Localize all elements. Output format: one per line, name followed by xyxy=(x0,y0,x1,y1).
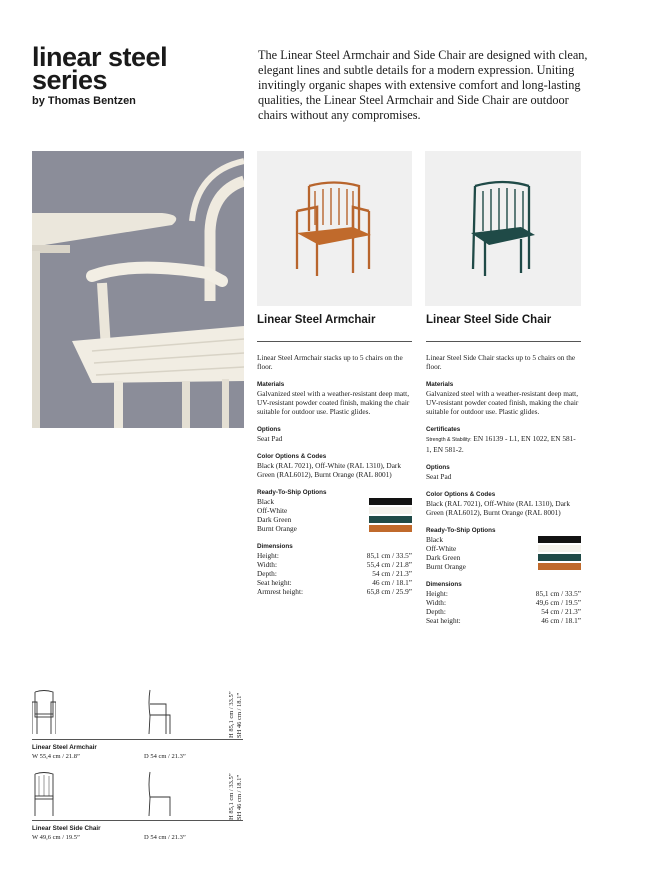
dim-label: Width: xyxy=(426,598,446,607)
sidechair-product-image xyxy=(425,151,581,306)
armchair-specs xyxy=(257,353,412,596)
armchair-rts-heading: Ready-To-Ship Options xyxy=(257,489,327,496)
designer-credit: by Thomas Bentzen xyxy=(32,95,136,107)
dim-value: 85,1 cm / 33.5” xyxy=(535,589,581,598)
rts-label: Burnt Orange xyxy=(426,562,466,571)
dim-row xyxy=(257,587,412,596)
height-dim: H 85,1 cm / 33.5” xyxy=(228,773,235,820)
dim-value: 65,8 cm / 25.9” xyxy=(366,587,412,596)
dim-value: 49,6 cm / 19.5” xyxy=(535,598,581,607)
dim-value: 55,4 cm / 21.8” xyxy=(366,560,412,569)
dim-label: Width: xyxy=(257,560,277,569)
rts-label: Black xyxy=(257,497,275,506)
armchair-width-dim: W 55,4 cm / 21.8” xyxy=(32,753,80,760)
sidechair-color-text: Black (RAL 7021), Off-White (RAL 1310), Dark Green (RAL6012), Burnt Orange (RAL 8001) xyxy=(426,499,571,517)
sidechair-options-text: Seat Pad xyxy=(426,472,452,481)
color-swatch-burnt-orange xyxy=(538,563,581,570)
rts-row-dark-green xyxy=(257,515,412,524)
color-swatch-black xyxy=(538,536,581,543)
sidechair-cert-heading: Certificates xyxy=(426,426,461,433)
armchair-materials-heading: Materials xyxy=(257,381,285,388)
armchair-orange-illustration xyxy=(257,151,412,306)
dim-row xyxy=(257,551,412,560)
armchair-depth-dim: D 54 cm / 21.3” xyxy=(144,753,186,760)
intro-paragraph: The Linear Steel Armchair and Side Chair are designed with clean, elegant lines and subtle details for a modern expression. Uniting invitingly organic shapes with extensive comfort and long-lasting qualities, the Linear Steel Armchair and Side Chair are outdoor chairs without any compromises. xyxy=(258,48,588,122)
dim-row xyxy=(257,569,412,578)
height-dim: H 85,1 cm / 33.5” xyxy=(228,691,235,738)
color-swatch-burnt-orange xyxy=(369,525,412,532)
sidechair-specs xyxy=(426,353,581,625)
dim-label: Seat height: xyxy=(426,616,461,625)
armchair-divider xyxy=(257,341,412,342)
color-swatch-off-white xyxy=(538,545,581,552)
dim-value: 54 cm / 21.3” xyxy=(372,569,412,578)
rts-row-black xyxy=(426,535,581,544)
sidechair-cert-text xyxy=(426,434,581,454)
sidechair-dims-heading: Dimensions xyxy=(426,581,462,588)
armchair-options-heading: Options xyxy=(257,426,281,433)
cert-prefix: Strength & Stability: xyxy=(426,437,472,443)
armchair-intro: Linear Steel Armchair stacks up to 5 chairs on the floor. xyxy=(257,353,403,371)
armchair-product-image xyxy=(257,151,412,306)
dim-row xyxy=(257,560,412,569)
rts-label: Burnt Orange xyxy=(257,524,297,533)
sidechair-side-sketch xyxy=(144,770,174,818)
sidechair-options-heading: Options xyxy=(426,464,450,471)
sidechair-green-illustration xyxy=(425,151,581,306)
armchair-side-sketch xyxy=(144,688,174,736)
sidechair-height-dims xyxy=(228,760,244,820)
dim-value: 46 cm / 18.1” xyxy=(541,616,581,625)
sidechair-materials-heading: Materials xyxy=(426,381,454,388)
series-title: linear steel series xyxy=(32,42,168,95)
color-swatch-dark-green xyxy=(538,554,581,561)
sidechair-sketch-label: Linear Steel Side Chair xyxy=(32,825,101,832)
sidechair-rts-heading: Ready-To-Ship Options xyxy=(426,527,496,534)
dim-value: 46 cm / 18.1” xyxy=(372,578,412,587)
sketch-divider xyxy=(32,739,243,740)
dim-value: 54 cm / 21.3” xyxy=(541,607,581,616)
dim-label: Depth: xyxy=(426,607,446,616)
armchair-options-text: Seat Pad xyxy=(257,434,283,443)
rts-row-burnt-orange xyxy=(257,524,412,533)
dim-value: 85,1 cm / 33.5” xyxy=(366,551,412,560)
color-swatch-dark-green xyxy=(369,516,412,523)
rts-label: Dark Green xyxy=(426,553,461,562)
rts-row-burnt-orange xyxy=(426,562,581,571)
armchair-sketch-label: Linear Steel Armchair xyxy=(32,744,97,751)
rts-label: Black xyxy=(426,535,444,544)
dim-label: Armrest height: xyxy=(257,587,304,596)
seat-height-dim: SH 46 cm / 18.1” xyxy=(236,774,243,820)
armchair-color-heading: Color Options & Codes xyxy=(257,453,327,460)
armchair-height-dims xyxy=(228,678,244,738)
seat-height-dim: SH 46 cm / 18.1” xyxy=(236,692,243,738)
rts-row-off-white xyxy=(426,544,581,553)
armchair-materials-text: Galvanized steel with a weather-resistant deep matt, UV-resistant powder coated finish, making the chair suitable for outdoor use. Plastic glides. xyxy=(257,389,410,416)
color-swatch-black xyxy=(369,498,412,505)
armchair-front-sketch xyxy=(32,688,56,736)
hero-photo xyxy=(32,151,244,428)
armchair-title: Linear Steel Armchair xyxy=(257,314,376,326)
rts-row-black xyxy=(257,497,412,506)
cert-standards: EN 16139 - L1, EN 1022, EN 581-1, EN 581-2. xyxy=(426,434,576,454)
rts-label: Dark Green xyxy=(257,515,292,524)
dim-row xyxy=(426,598,581,607)
armchair-dims-heading: Dimensions xyxy=(257,543,293,550)
sketch-divider xyxy=(32,820,243,821)
rts-row-dark-green xyxy=(426,553,581,562)
sidechair-intro: Linear Steel Side Chair stacks up to 5 chairs on the floor. xyxy=(426,353,576,371)
rts-row-off-white xyxy=(257,506,412,515)
dim-row xyxy=(257,578,412,587)
sidechair-width-dim: W 49,6 cm / 19.5” xyxy=(32,834,80,841)
sidechair-front-sketch xyxy=(32,770,56,818)
sidechair-title: Linear Steel Side Chair xyxy=(426,314,552,326)
color-swatch-off-white xyxy=(369,507,412,514)
armchair-color-text: Black (RAL 7021), Off-White (RAL 1310), Dark Green (RAL6012), Burnt Orange (RAL 8001) xyxy=(257,461,402,479)
hero-photo-illustration xyxy=(32,151,244,428)
rts-label: Off-White xyxy=(426,544,457,553)
sidechair-depth-dim: D 54 cm / 21.3” xyxy=(144,834,186,841)
dim-label: Seat height: xyxy=(257,578,292,587)
sidechair-divider xyxy=(426,341,581,342)
dim-row xyxy=(426,616,581,625)
sidechair-color-heading: Color Options & Codes xyxy=(426,491,496,498)
dim-row xyxy=(426,589,581,598)
rts-label: Off-White xyxy=(257,506,288,515)
dim-label: Height: xyxy=(257,551,279,560)
sidechair-materials-text: Galvanized steel with a weather-resistant deep matt, UV-resistant powder coated finish, making the chair suitable for outdoor use. Plastic glides. xyxy=(426,389,579,416)
dim-row xyxy=(426,607,581,616)
dim-label: Depth: xyxy=(257,569,277,578)
dim-label: Height: xyxy=(426,589,448,598)
